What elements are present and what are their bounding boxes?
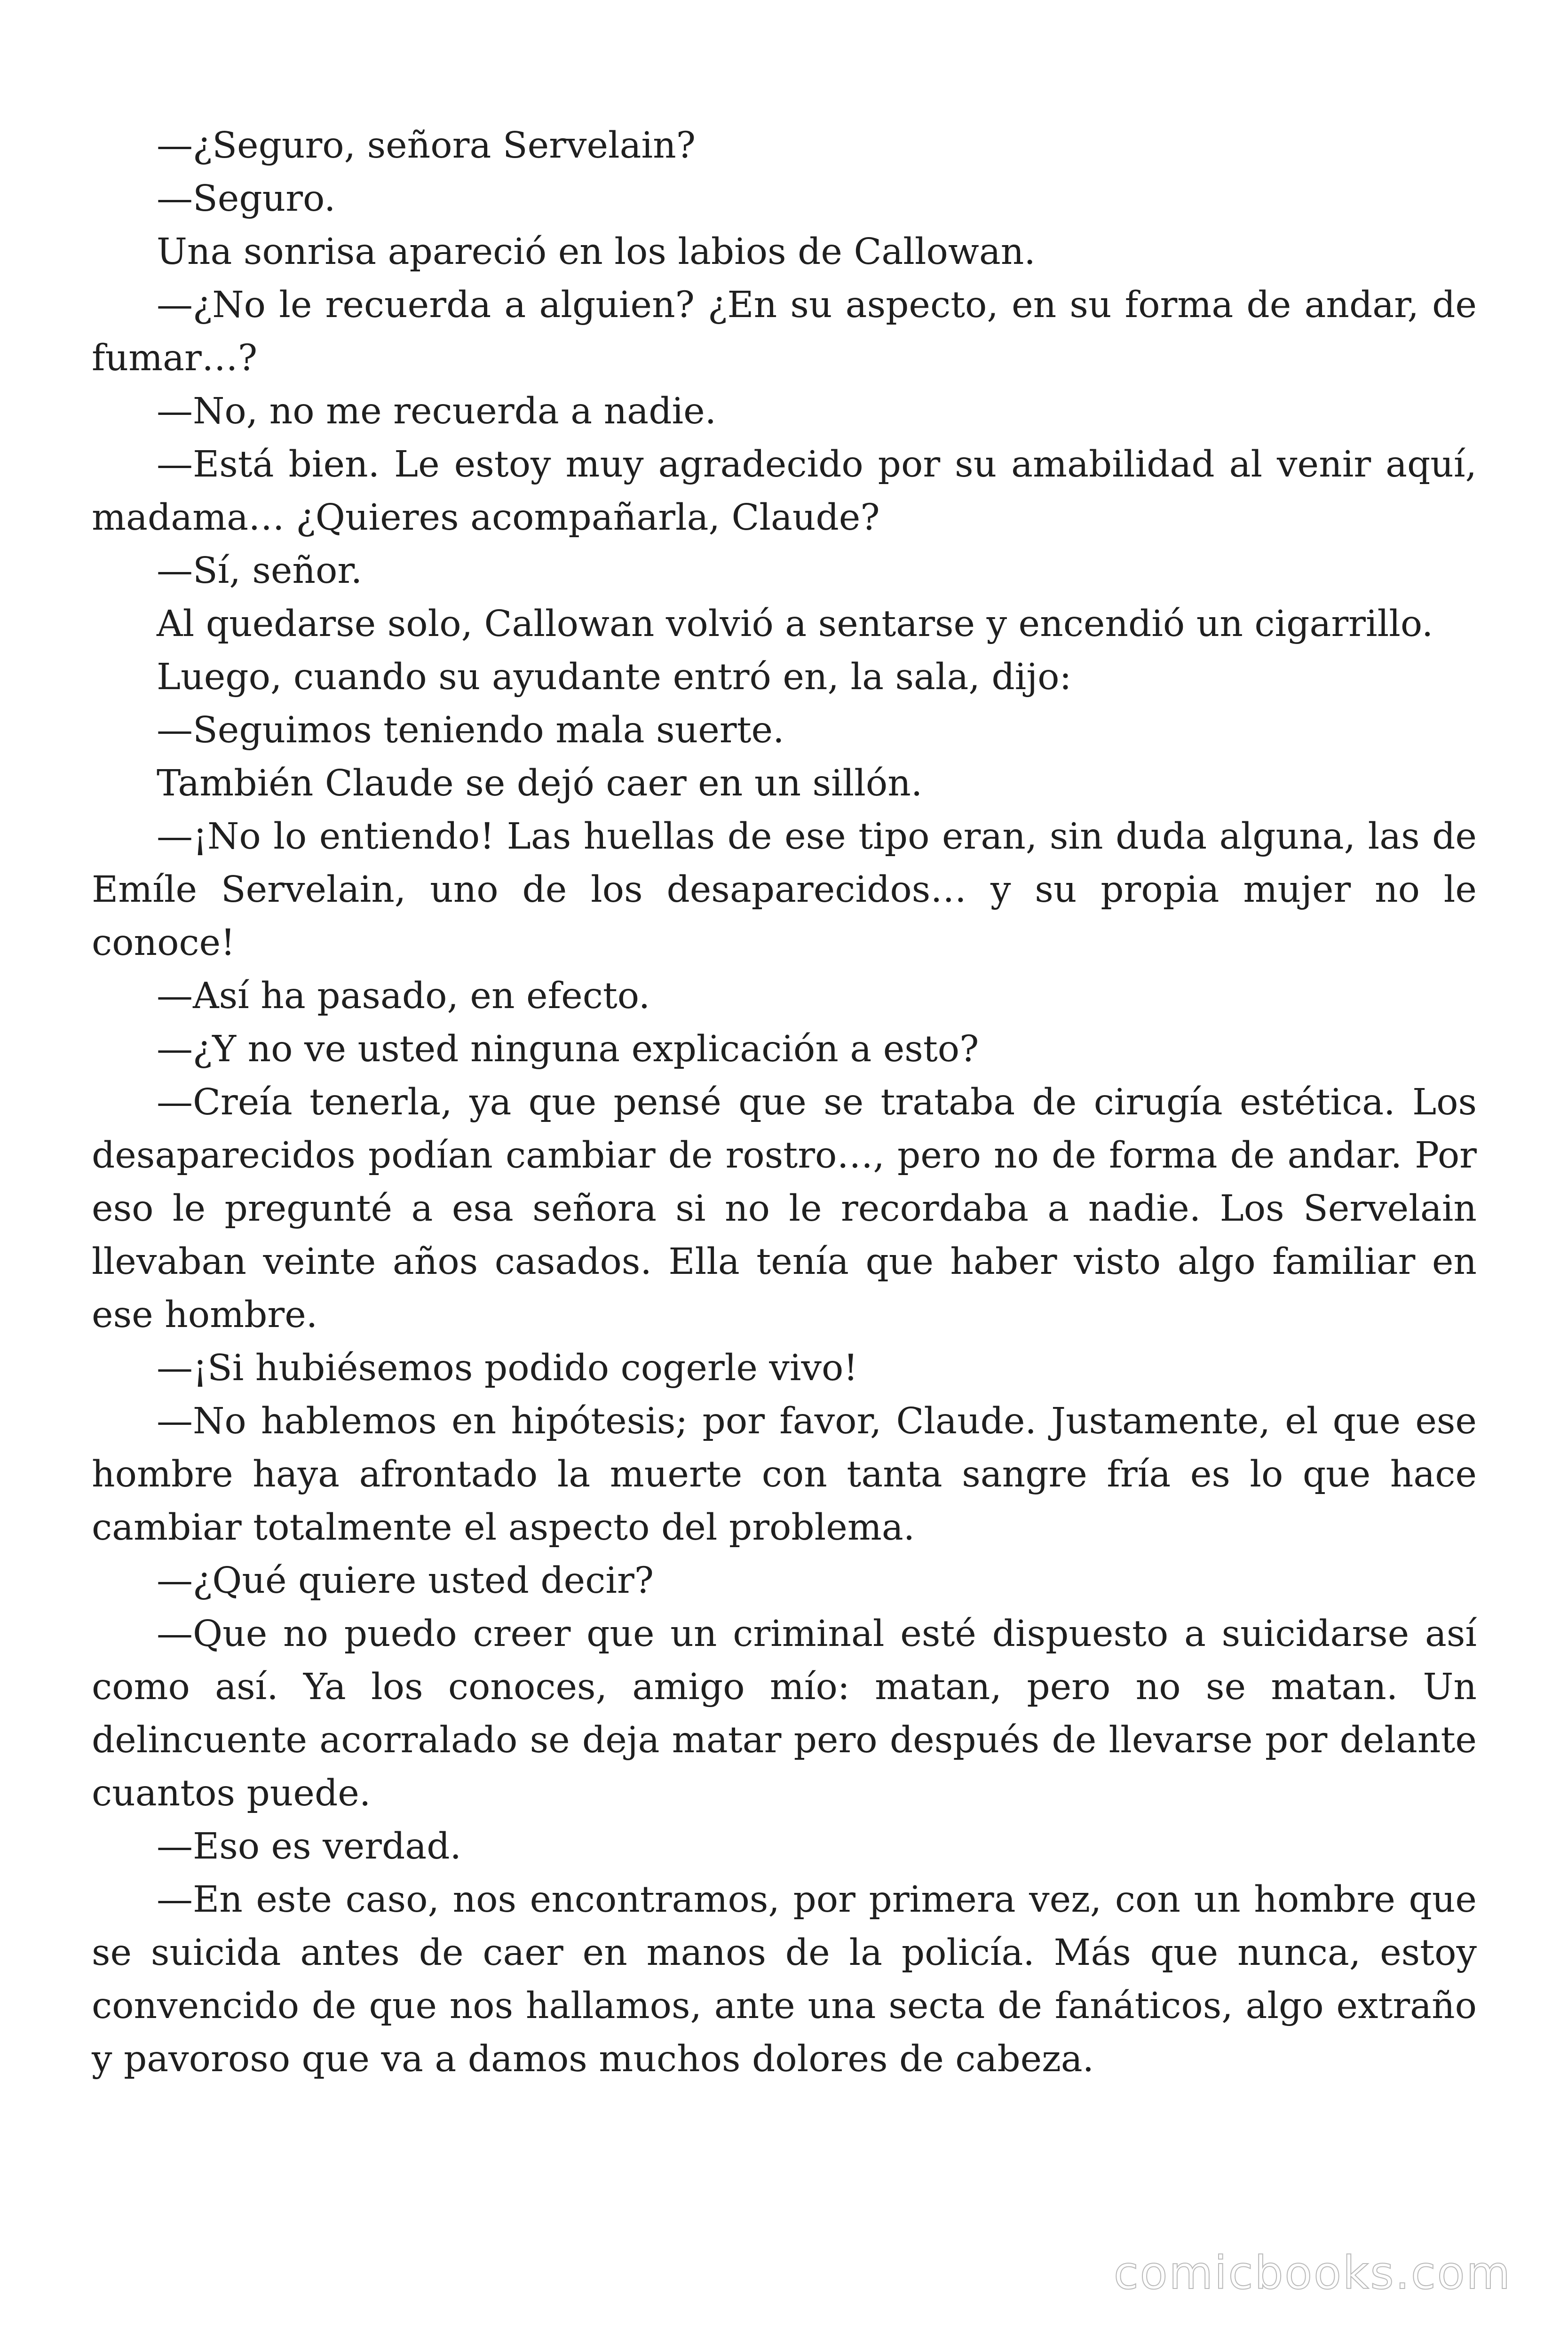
paragraph: —Seguro. [157,178,336,220]
paragraph: —Así ha pasado, en efecto. [157,975,650,1017]
paragraph: —Está bien. Le estoy muy agradecido por su amabilidad al venir aquí, madama… ¿Quieres acompañarla, Claude? [92,444,1477,539]
paragraph: —Que no puedo creer que un criminal esté dispuesto a suicidarse así como así. Ya los conoces, amigo mío: matan, pero no se matan. Un delincuente acorralado se deja matar pero después de llevarse por delante cuantos puede. [92,1613,1477,1814]
paragraph: —No, no me recuerda a nadie. [157,390,717,432]
paragraph: —Sí, señor. [157,550,363,592]
paragraph: —Creía tenerla, ya que pensé que se trataba de cirugía estética. Los desaparecidos podían cambiar de rostro…, pero no de forma de andar. Por eso le pregunté a esa señora si no le recordaba a nadie. Los Servelain llevaban veinte años casados. Ella tenía que haber visto algo familiar en ese hombre. [92,1081,1477,1336]
paragraph: También Claude se dejó caer en un sillón. [157,763,923,804]
paragraph: —En este caso, nos encontramos, por primera vez, con un hombre que se suicida antes de caer en manos de la policía. Más que nunca, estoy convencido de que nos hallamos, ante una secta de fanáticos, algo extraño y pavoroso que va a damos muchos dolores de cabeza. [92,1879,1477,2080]
watermark-logo: comicbooks.com [1113,2247,1512,2299]
paragraph: Al quedarse solo, Callowan volvió a sentarse y encendió un cigarrillo. [157,603,1433,645]
paragraph: —Eso es verdad. [157,1826,461,1867]
paragraph: Una sonrisa apareció en los labios de Callowan. [157,231,1036,273]
paragraph: Luego, cuando su ayudante entró en, la sala, dijo: [157,656,1072,698]
paragraph: —¿Seguro, señora Servelain? [157,125,696,167]
paragraph: —¡No lo entiendo! Las huellas de ese tipo eran, sin duda alguna, las de Emíle Servelain, uno de los desaparecidos… y su propia mujer no le conoce! [92,816,1477,964]
paragraph: —¿No le recuerda a alguien? ¿En su aspecto, en su forma de andar, de fumar…? [92,284,1477,379]
paragraph: —¿Qué quiere usted decir? [157,1560,654,1602]
book-page-text [92,119,1477,2236]
paragraph: —No hablemos en hipótesis; por favor, Claude. Justamente, el que ese hombre haya afrontado la muerte con tanta sangre fría es lo que hace cambiar totalmente el aspecto del problema. [92,1400,1477,1549]
paragraph: —Seguimos teniendo mala suerte. [157,709,784,751]
paragraph: —¿Y no ve usted ninguna explicación a esto? [157,1028,979,1070]
paragraph: —¡Si hubiésemos podido cogerle vivo! [157,1347,858,1389]
